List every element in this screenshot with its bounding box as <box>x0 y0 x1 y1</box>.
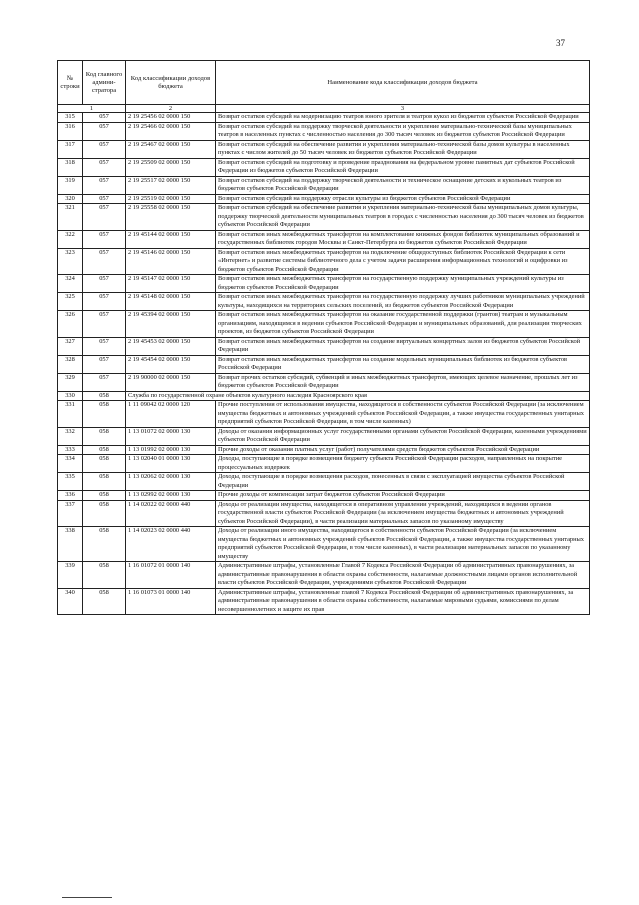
cell-name: Доходы от реализации иного имущества, находящегося в собственности субъектов Российской Федерации (за исключением имущества бюджетных и автономных учреждений субъектов Российской Федерации, а также имущества государственных унитарных предприятий субъектов Российской Федерации, в том числе казенных), в части реализации материальных запасов по указанному имуществу <box>216 527 590 562</box>
cell-num: 324 <box>58 275 83 293</box>
table-header-row <box>58 61 590 105</box>
cell-code: 1 13 02040 01 0000 130 <box>126 455 216 473</box>
cell-name: Возврат остатков иных межбюджетных трансфертов на государственную поддержку муниципальных учреждений культуры из бюджетов субъектов Российской Федерации <box>216 275 590 293</box>
table-row <box>58 311 590 338</box>
table-row <box>58 500 590 527</box>
cell-num: 318 <box>58 158 83 176</box>
table-row <box>58 427 590 445</box>
cell-num: 315 <box>58 113 83 123</box>
table-row <box>58 230 590 248</box>
table-row <box>58 140 590 158</box>
table-row <box>58 275 590 293</box>
cell-admin: 058 <box>83 445 126 455</box>
table-row <box>58 373 590 391</box>
cell-name: Возврат остатков иных межбюджетных трансфертов на оказание государственной поддержки (грантов) театрам и музыкальным организациям, находящимся в ведении субъектов Российской Федерации и муниципальных образований, для реализации творческих проектов, из бюджетов субъектов Российской Федерации <box>216 311 590 338</box>
header-row-number: № строки <box>58 61 83 105</box>
header-classification-code: Код классификации доходов бюджета <box>126 61 216 105</box>
cell-name: Возврат остатков субсидий на поддержку творческой деятельности и укрепление материально-технической базы муниципальных театров в населенных пунктах с численностью населения до 300 тысяч человек из бюджетов субъектов Российской Федерации <box>216 122 590 140</box>
header-classification-name: Наименование кода классификации доходов бюджета <box>216 61 590 105</box>
cell-num: 323 <box>58 248 83 275</box>
header-admin-code: Код главного админи-стратора <box>83 61 126 105</box>
cell-num: 330 <box>58 391 83 401</box>
cell-admin: 058 <box>83 527 126 562</box>
cell-admin: 058 <box>83 455 126 473</box>
cell-code: 2 19 25509 02 0000 150 <box>126 158 216 176</box>
cell-num: 335 <box>58 473 83 491</box>
cell-code: 2 19 45148 02 0000 150 <box>126 293 216 311</box>
cell-code: 2 19 45147 02 0000 150 <box>126 275 216 293</box>
cell-admin: 057 <box>83 113 126 123</box>
table-row <box>58 588 590 615</box>
table-row <box>58 391 590 401</box>
cell-num: 319 <box>58 176 83 194</box>
cell-admin: 057 <box>83 204 126 231</box>
cell-admin: 057 <box>83 311 126 338</box>
cell-num: 320 <box>58 194 83 204</box>
cell-admin: 057 <box>83 122 126 140</box>
cell-num: 322 <box>58 230 83 248</box>
cell-name: Доходы, поступающие в порядке возмещения расходов, понесенных в связи с эксплуатацией имущества субъектов Российской Федерации <box>216 473 590 491</box>
cell-name: Административные штрафы, установленные Главой 7 Кодекса Российской Федерации об административных правонарушениях, за административные правонарушения в области охраны собственности, налагаемые должностными лицами органов исполнительной власти субъектов Российской Федерации, учреждениями субъектов Российской Федерации <box>216 562 590 589</box>
cell-admin: 058 <box>83 491 126 501</box>
cell-admin: 057 <box>83 140 126 158</box>
column-number-2: 2 <box>126 105 216 113</box>
cell-name: Возврат прочих остатков субсидий, субвенций и иных межбюджетных трансфертов, имеющих целевое назначение, прошлых лет из бюджетов субъектов Российской Федерации <box>216 373 590 391</box>
cell-name: Доходы, поступающие в порядке возмещения бюджету субъекта Российской Федерации расходов, направленных на покрытие процессуальных издержек <box>216 455 590 473</box>
table-row <box>58 562 590 589</box>
table-row <box>58 355 590 373</box>
cell-admin: 057 <box>83 373 126 391</box>
cell-num: 316 <box>58 122 83 140</box>
table-row <box>58 158 590 176</box>
cell-name: Прочие поступления от использования имущества, находящегося в собственности субъектов Российской Федерации (за исключением имущества бюджетных и автономных учреждений субъектов Российской Федерации, а также имущества государственных унитарных предприятий субъектов Российской Федерации, в том числе казенных) <box>216 401 590 428</box>
cell-num: 321 <box>58 204 83 231</box>
table-row <box>58 491 590 501</box>
cell-admin: 058 <box>83 427 126 445</box>
cell-name: Возврат остатков субсидий на поддержку отрасли культуры из бюджетов субъектов Российской Федерации <box>216 194 590 204</box>
cell-name: Административные штрафы, установленные главой 7 Кодекса Российской Федерации об административных правонарушениях, за административные правонарушения в области охраны собственности, налагаемые мировыми судьями, комиссиями по делам несовершеннолетних и защите их прав <box>216 588 590 615</box>
table-row <box>58 455 590 473</box>
cell-code: 2 19 25558 02 0000 150 <box>126 204 216 231</box>
cell-code: 2 19 25519 02 0000 150 <box>126 194 216 204</box>
table-row <box>58 527 590 562</box>
column-number-1: 1 <box>58 105 126 113</box>
cell-num: 336 <box>58 491 83 501</box>
cell-num: 329 <box>58 373 83 391</box>
cell-admin: 058 <box>83 391 126 401</box>
cell-code: 1 13 02992 02 0000 130 <box>126 491 216 501</box>
cell-name: Возврат остатков субсидий на обеспечение развития и укрепления материально-технической базы домов культуры в населенных пунктах с числом жителей до 50 тысяч человек из бюджетов субъектов Российской Федерации <box>216 140 590 158</box>
cell-name: Прочие доходы от компенсации затрат бюджетов субъектов Российской Федерации <box>216 491 590 501</box>
table-row <box>58 113 590 123</box>
column-number-3: 3 <box>216 105 590 113</box>
cell-admin: 057 <box>83 293 126 311</box>
table-row <box>58 194 590 204</box>
cell-num: 325 <box>58 293 83 311</box>
table-row <box>58 122 590 140</box>
cell-name: Возврат остатков иных межбюджетных трансфертов на подключение общедоступных библиотек Российской Федерации к сети «Интернет» и развитие системы библиотечного дела с учетом задачи расширения информационных технологий и оцифровки из бюджетов субъектов Российской Федерации <box>216 248 590 275</box>
cell-code: 2 19 45454 02 0000 150 <box>126 355 216 373</box>
cell-num: 317 <box>58 140 83 158</box>
cell-name: Возврат остатков субсидий на модернизацию театров юного зрителя и театров кукол из бюджетов субъектов Российской Федерации <box>216 113 590 123</box>
cell-admin: 058 <box>83 588 126 615</box>
cell-num: 338 <box>58 527 83 562</box>
cell-admin: 058 <box>83 401 126 428</box>
cell-code: 2 19 45146 02 0000 150 <box>126 248 216 275</box>
cell-num: 326 <box>58 311 83 338</box>
cell-num: 340 <box>58 588 83 615</box>
cell-code: 2 19 25456 02 0000 150 <box>126 113 216 123</box>
cell-num: 328 <box>58 355 83 373</box>
cell-name: Возврат остатков субсидий на обеспечение развития и укрепления материально-технической базы муниципальных домов культуры, поддержку творческой деятельности муниципальных театров в городах с численностью населения до 300 тысяч человек из бюджетов субъектов Российской Федерации <box>216 204 590 231</box>
cell-admin: 057 <box>83 194 126 204</box>
cell-code: 2 19 25467 02 0000 150 <box>126 140 216 158</box>
cell-admin: 058 <box>83 562 126 589</box>
page-number: 37 <box>556 38 565 48</box>
cell-code: 1 16 01072 01 0000 140 <box>126 562 216 589</box>
table-row <box>58 445 590 455</box>
cell-name: Возврат остатков иных межбюджетных трансфертов на создание модельных муниципальных библиотек из бюджетов субъектов Российской Федерации <box>216 355 590 373</box>
cell-num: 339 <box>58 562 83 589</box>
cell-num: 331 <box>58 401 83 428</box>
cell-code: 2 19 45394 02 0000 150 <box>126 311 216 338</box>
cell-code: 1 13 02062 02 0000 130 <box>126 473 216 491</box>
cell-code: 2 19 25466 02 0000 150 <box>126 122 216 140</box>
table-row <box>58 204 590 231</box>
cell-name: Возврат остатков субсидий на подготовку и проведение празднования на федеральном уровне памятных дат субъектов Российской Федерации из бюджетов субъектов Российской Федерации <box>216 158 590 176</box>
cell-code: 1 14 02022 02 0000 440 <box>126 500 216 527</box>
cell-code: 2 19 45144 02 0000 150 <box>126 230 216 248</box>
cell-num: 327 <box>58 337 83 355</box>
table-row <box>58 176 590 194</box>
table-row <box>58 401 590 428</box>
cell-code: 1 14 02023 02 0000 440 <box>126 527 216 562</box>
cell-admin: 057 <box>83 176 126 194</box>
table-row <box>58 337 590 355</box>
cell-code: 2 19 90000 02 0000 150 <box>126 373 216 391</box>
cell-num: 333 <box>58 445 83 455</box>
cell-admin: 058 <box>83 500 126 527</box>
cell-num: 337 <box>58 500 83 527</box>
table-row <box>58 293 590 311</box>
cell-admin: 057 <box>83 248 126 275</box>
cell-admin: 057 <box>83 355 126 373</box>
cell-num: 334 <box>58 455 83 473</box>
cell-name: Возврат остатков субсидий на поддержку творческой деятельности и техническое оснащение детских и кукольных театров из бюджетов субъектов Российской Федерации <box>216 176 590 194</box>
column-number-row <box>58 105 590 113</box>
cell-name: Возврат остатков иных межбюджетных трансфертов на государственную поддержку лучших работников муниципальных учреждений культуры, находящихся на территориях сельских поселений, из бюджетов субъектов Российской Федерации <box>216 293 590 311</box>
table-row <box>58 473 590 491</box>
footer-line <box>62 897 112 898</box>
cell-admin: 058 <box>83 473 126 491</box>
cell-name: Служба по государственной охране объектов культурного наследия Красноярского края <box>126 391 590 401</box>
cell-name: Прочие доходы от оказания платных услуг (работ) получателями средств бюджетов субъектов Российской Федерации <box>216 445 590 455</box>
income-classification-table <box>57 60 590 615</box>
cell-name: Возврат остатков иных межбюджетных трансфертов на создание виртуальных концертных залов из бюджетов субъектов Российской Федерации <box>216 337 590 355</box>
cell-code: 1 13 01072 02 0000 130 <box>126 427 216 445</box>
cell-admin: 057 <box>83 337 126 355</box>
cell-name: Доходы от реализации имущества, находящегося в оперативном управлении учреждений, находящихся в ведении органов государственной власти субъектов Российской Федерации (за исключением имущества бюджетных и автономных учреждений субъектов Российской Федерации), в части реализации материальных запасов по указанному имуществу <box>216 500 590 527</box>
cell-num: 332 <box>58 427 83 445</box>
cell-code: 2 19 45453 02 0000 150 <box>126 337 216 355</box>
cell-name: Возврат остатков иных межбюджетных трансфертов на комплектование книжных фондов библиотек муниципальных образований и государственных библиотек городов Москвы и Санкт-Петербурга из бюджетов субъектов Российской Федерации <box>216 230 590 248</box>
cell-name: Доходы от оказания информационных услуг государственными органами субъектов Российской Федерации, казенными учреждениями субъектов Российской Федерации <box>216 427 590 445</box>
cell-code: 1 16 01073 01 0000 140 <box>126 588 216 615</box>
cell-code: 2 19 25517 02 0000 150 <box>126 176 216 194</box>
cell-admin: 057 <box>83 275 126 293</box>
cell-admin: 057 <box>83 158 126 176</box>
cell-code: 1 13 01992 02 0000 130 <box>126 445 216 455</box>
cell-admin: 057 <box>83 230 126 248</box>
cell-code: 1 11 09042 02 0000 120 <box>126 401 216 428</box>
table-row <box>58 248 590 275</box>
